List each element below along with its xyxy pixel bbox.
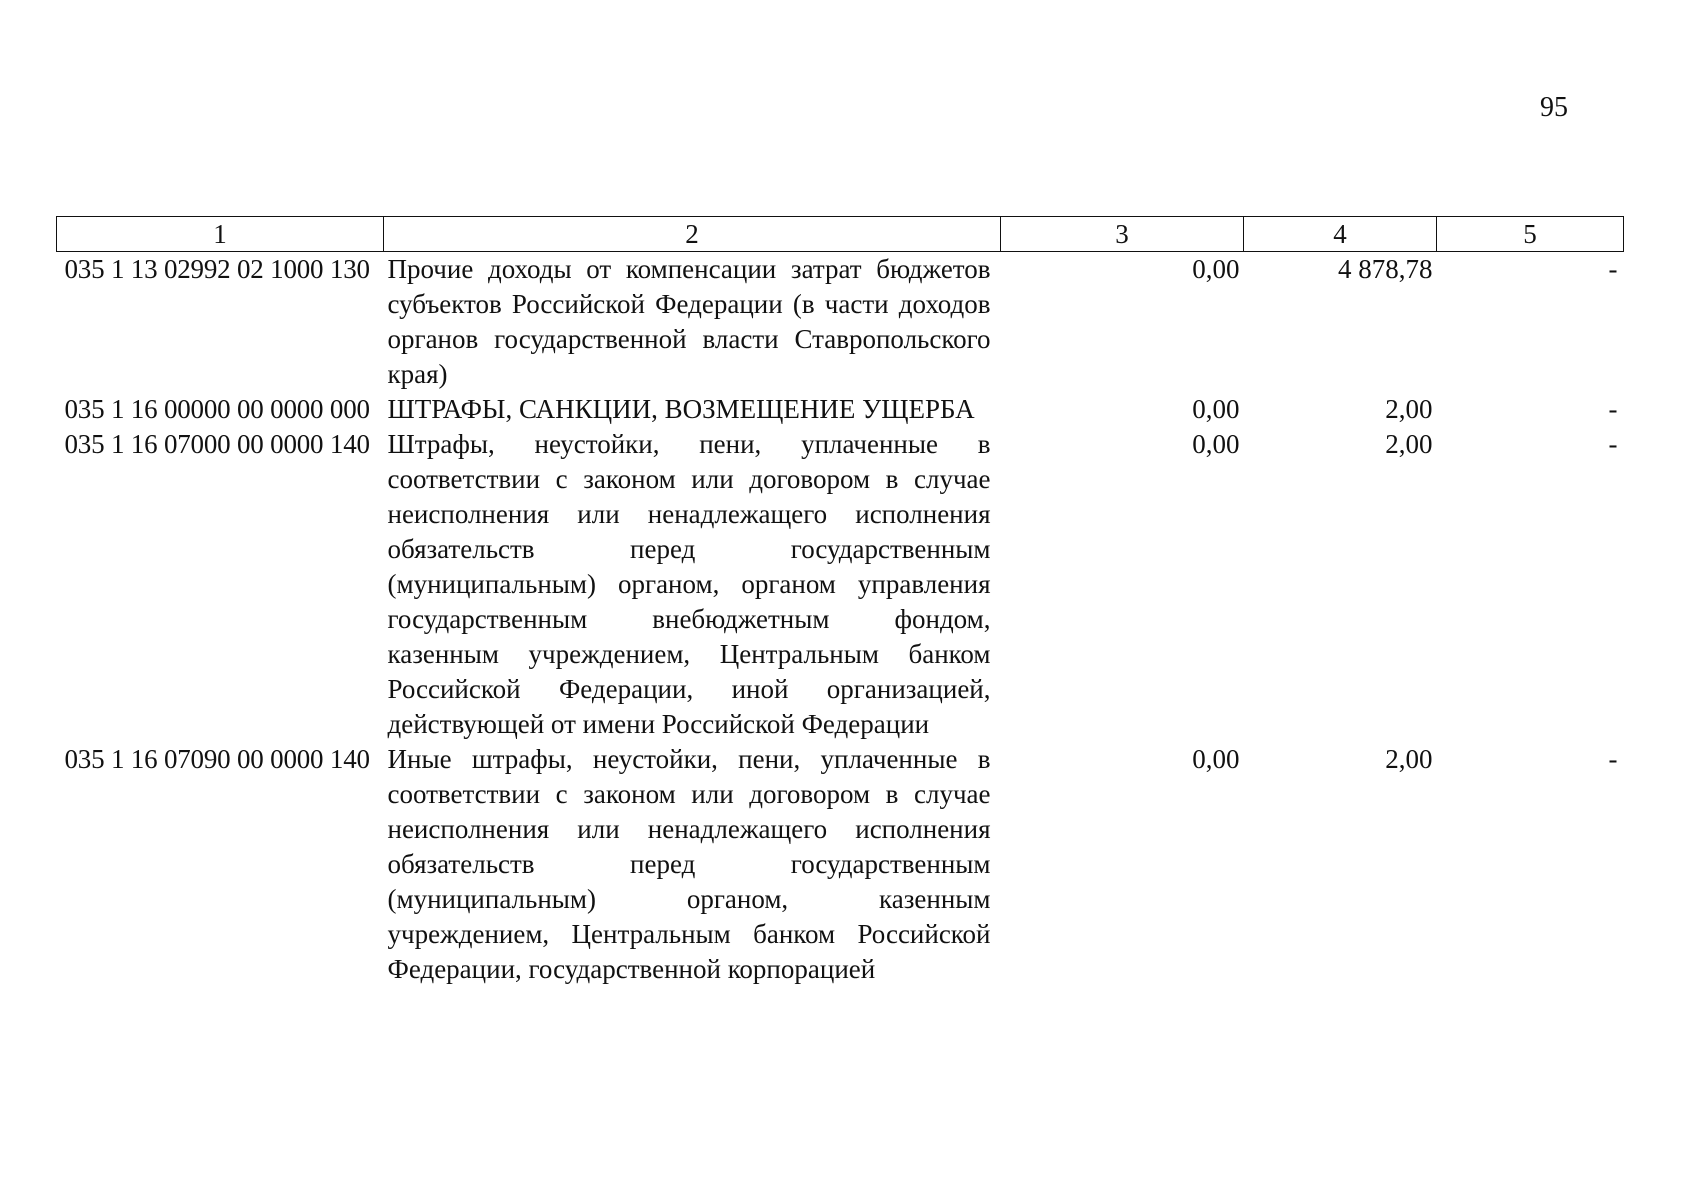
column-5-value: -: [1608, 394, 1618, 424]
column-4-value: 2,00: [1385, 429, 1433, 459]
column-header-5: 5: [1437, 217, 1624, 252]
header-row: [57, 217, 1624, 252]
column-5-value: -: [1608, 254, 1618, 284]
budget-table: [56, 216, 1624, 987]
column-4-value: 2,00: [1385, 744, 1433, 774]
column-header-2: 2: [384, 217, 1001, 252]
column-header-3: 3: [1001, 217, 1244, 252]
table-header: [57, 217, 1624, 252]
revenue-name: Прочие доходы от компенсации затрат бюджетов субъектов Российской Федерации (в части доходов органов государственной власти Ставропольского края): [387, 254, 991, 389]
column-4-value: 4 878,78: [1338, 254, 1433, 284]
table-row: [57, 742, 1624, 987]
table-row: [57, 392, 1624, 427]
revenue-name: Штрафы, неустойки, пени, уплаченные в соответствии с законом или договором в случае неисполнения или ненадлежащего исполнения обязательств перед государственным (муниципальным) органом, органом управления государственным внебюджетным фондом, казенным учреждением, Центральным банком Российской Федерации, иной организацией, действующей от имени Российской Федерации: [387, 429, 991, 739]
table-body: [57, 252, 1624, 988]
budget-code: 035 1 16 00000 00 0000 000: [64, 394, 370, 424]
budget-code: 035 1 16 07000 00 0000 140: [64, 429, 370, 459]
column-header-4: 4: [1244, 217, 1437, 252]
column-4-value: 2,00: [1385, 394, 1433, 424]
table-row: [57, 252, 1624, 393]
budget-code: 035 1 13 02992 02 1000 130: [64, 254, 370, 284]
page-number: 95: [1540, 92, 1568, 123]
revenue-name: Иные штрафы, неустойки, пени, уплаченные в соответствии с законом или договором в случае неисполнения или ненадлежащего исполнения обязательств перед государственным (муниципальным) органом, казенным учреждением, Центральным банком Российской Федерации, государственной корпорацией: [387, 744, 991, 984]
column-5-value: -: [1608, 429, 1618, 459]
revenue-name: ШТРАФЫ, САНКЦИИ, ВОЗМЕЩЕНИЕ УЩЕРБА: [387, 394, 975, 424]
column-3-value: 0,00: [1192, 429, 1240, 459]
column-5-value: -: [1608, 744, 1618, 774]
table-row: [57, 427, 1624, 742]
budget-code: 035 1 16 07090 00 0000 140: [64, 744, 370, 774]
column-3-value: 0,00: [1192, 254, 1240, 284]
column-3-value: 0,00: [1192, 744, 1240, 774]
column-3-value: 0,00: [1192, 394, 1240, 424]
column-header-1: 1: [57, 217, 384, 252]
